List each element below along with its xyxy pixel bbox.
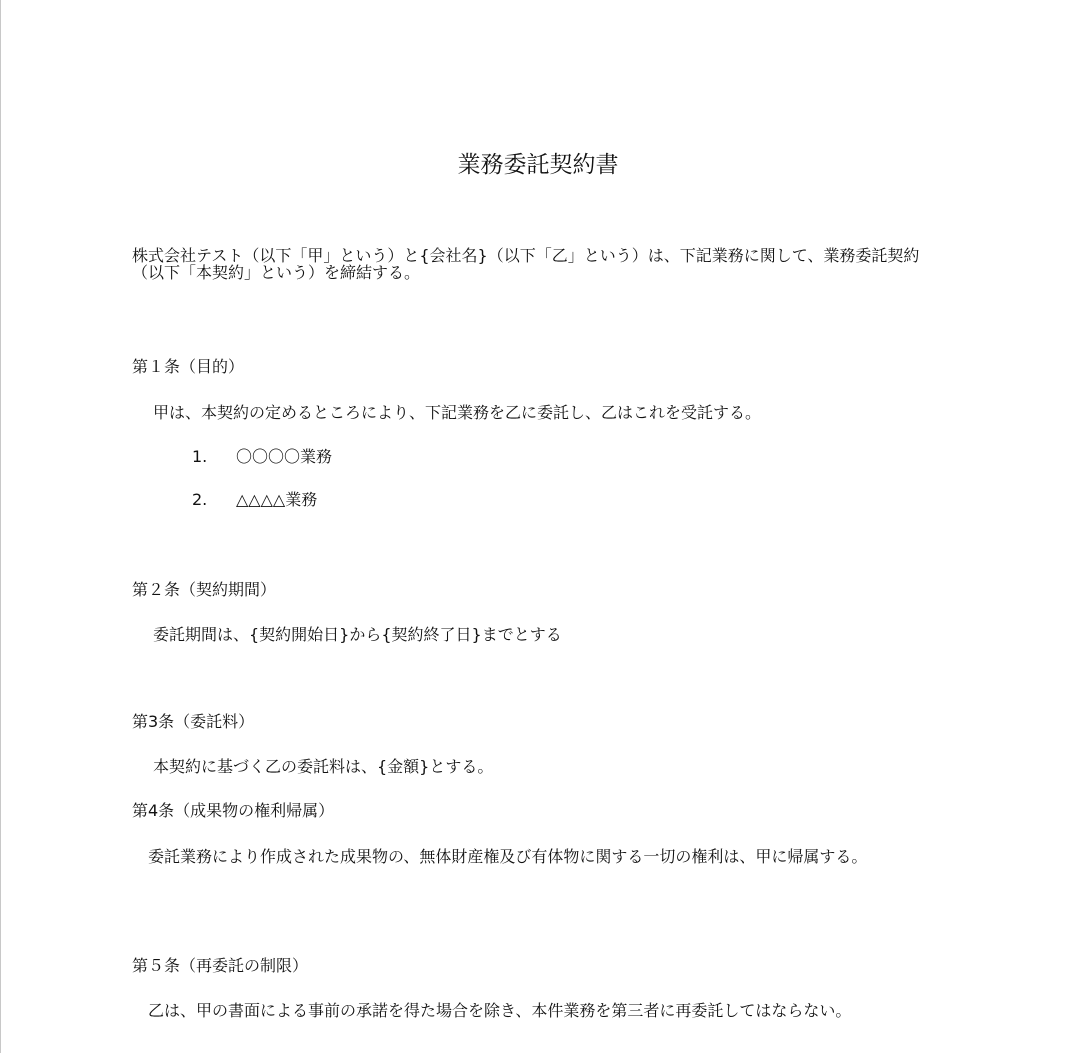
article-1-heading: 第１条（目的） xyxy=(132,357,245,376)
article-2-heading: 第２条（契約期間） xyxy=(132,580,277,599)
article-4-heading: 第4条（成果物の権利帰属） xyxy=(132,801,335,820)
article-2-body: 委託期間は、{契約開始日}から{契約終了日}までとする xyxy=(153,625,562,644)
list-item-text: △△△△業務 xyxy=(236,490,318,509)
intro-paragraph: 株式会社テスト（以下「甲」という）と{会社名}（以下「乙」という）は、下記業務に関して、業務委託契約（以下「本契約」という）を締結する。 xyxy=(132,246,920,282)
list-item-number: 1. xyxy=(192,447,208,466)
article-3-heading: 第3条（委託料） xyxy=(132,712,255,731)
list-item xyxy=(192,448,332,465)
document-title: 業務委託契約書 xyxy=(457,152,619,178)
article-1-body: 甲は、本契約の定めるところにより、下記業務を乙に委託し、乙はこれを受託する。 xyxy=(153,403,762,422)
article-5-body: 乙は、甲の書面による事前の承諾を得た場合を除き、本件業務を第三者に再委託してはならない。 xyxy=(132,1001,852,1020)
list-item-text: 〇〇〇〇業務 xyxy=(236,447,333,466)
list-item xyxy=(192,491,317,508)
article-3-body: 本契約に基づく乙の委託料は、{金額}とする。 xyxy=(153,757,494,776)
article-5-heading: 第５条（再委託の制限） xyxy=(132,956,309,975)
list-item-number: 2. xyxy=(192,490,208,509)
article-4-body: 委託業務により作成された成果物の、無体財産権及び有体物に関する一切の権利は、甲に帰属する。 xyxy=(132,847,868,866)
